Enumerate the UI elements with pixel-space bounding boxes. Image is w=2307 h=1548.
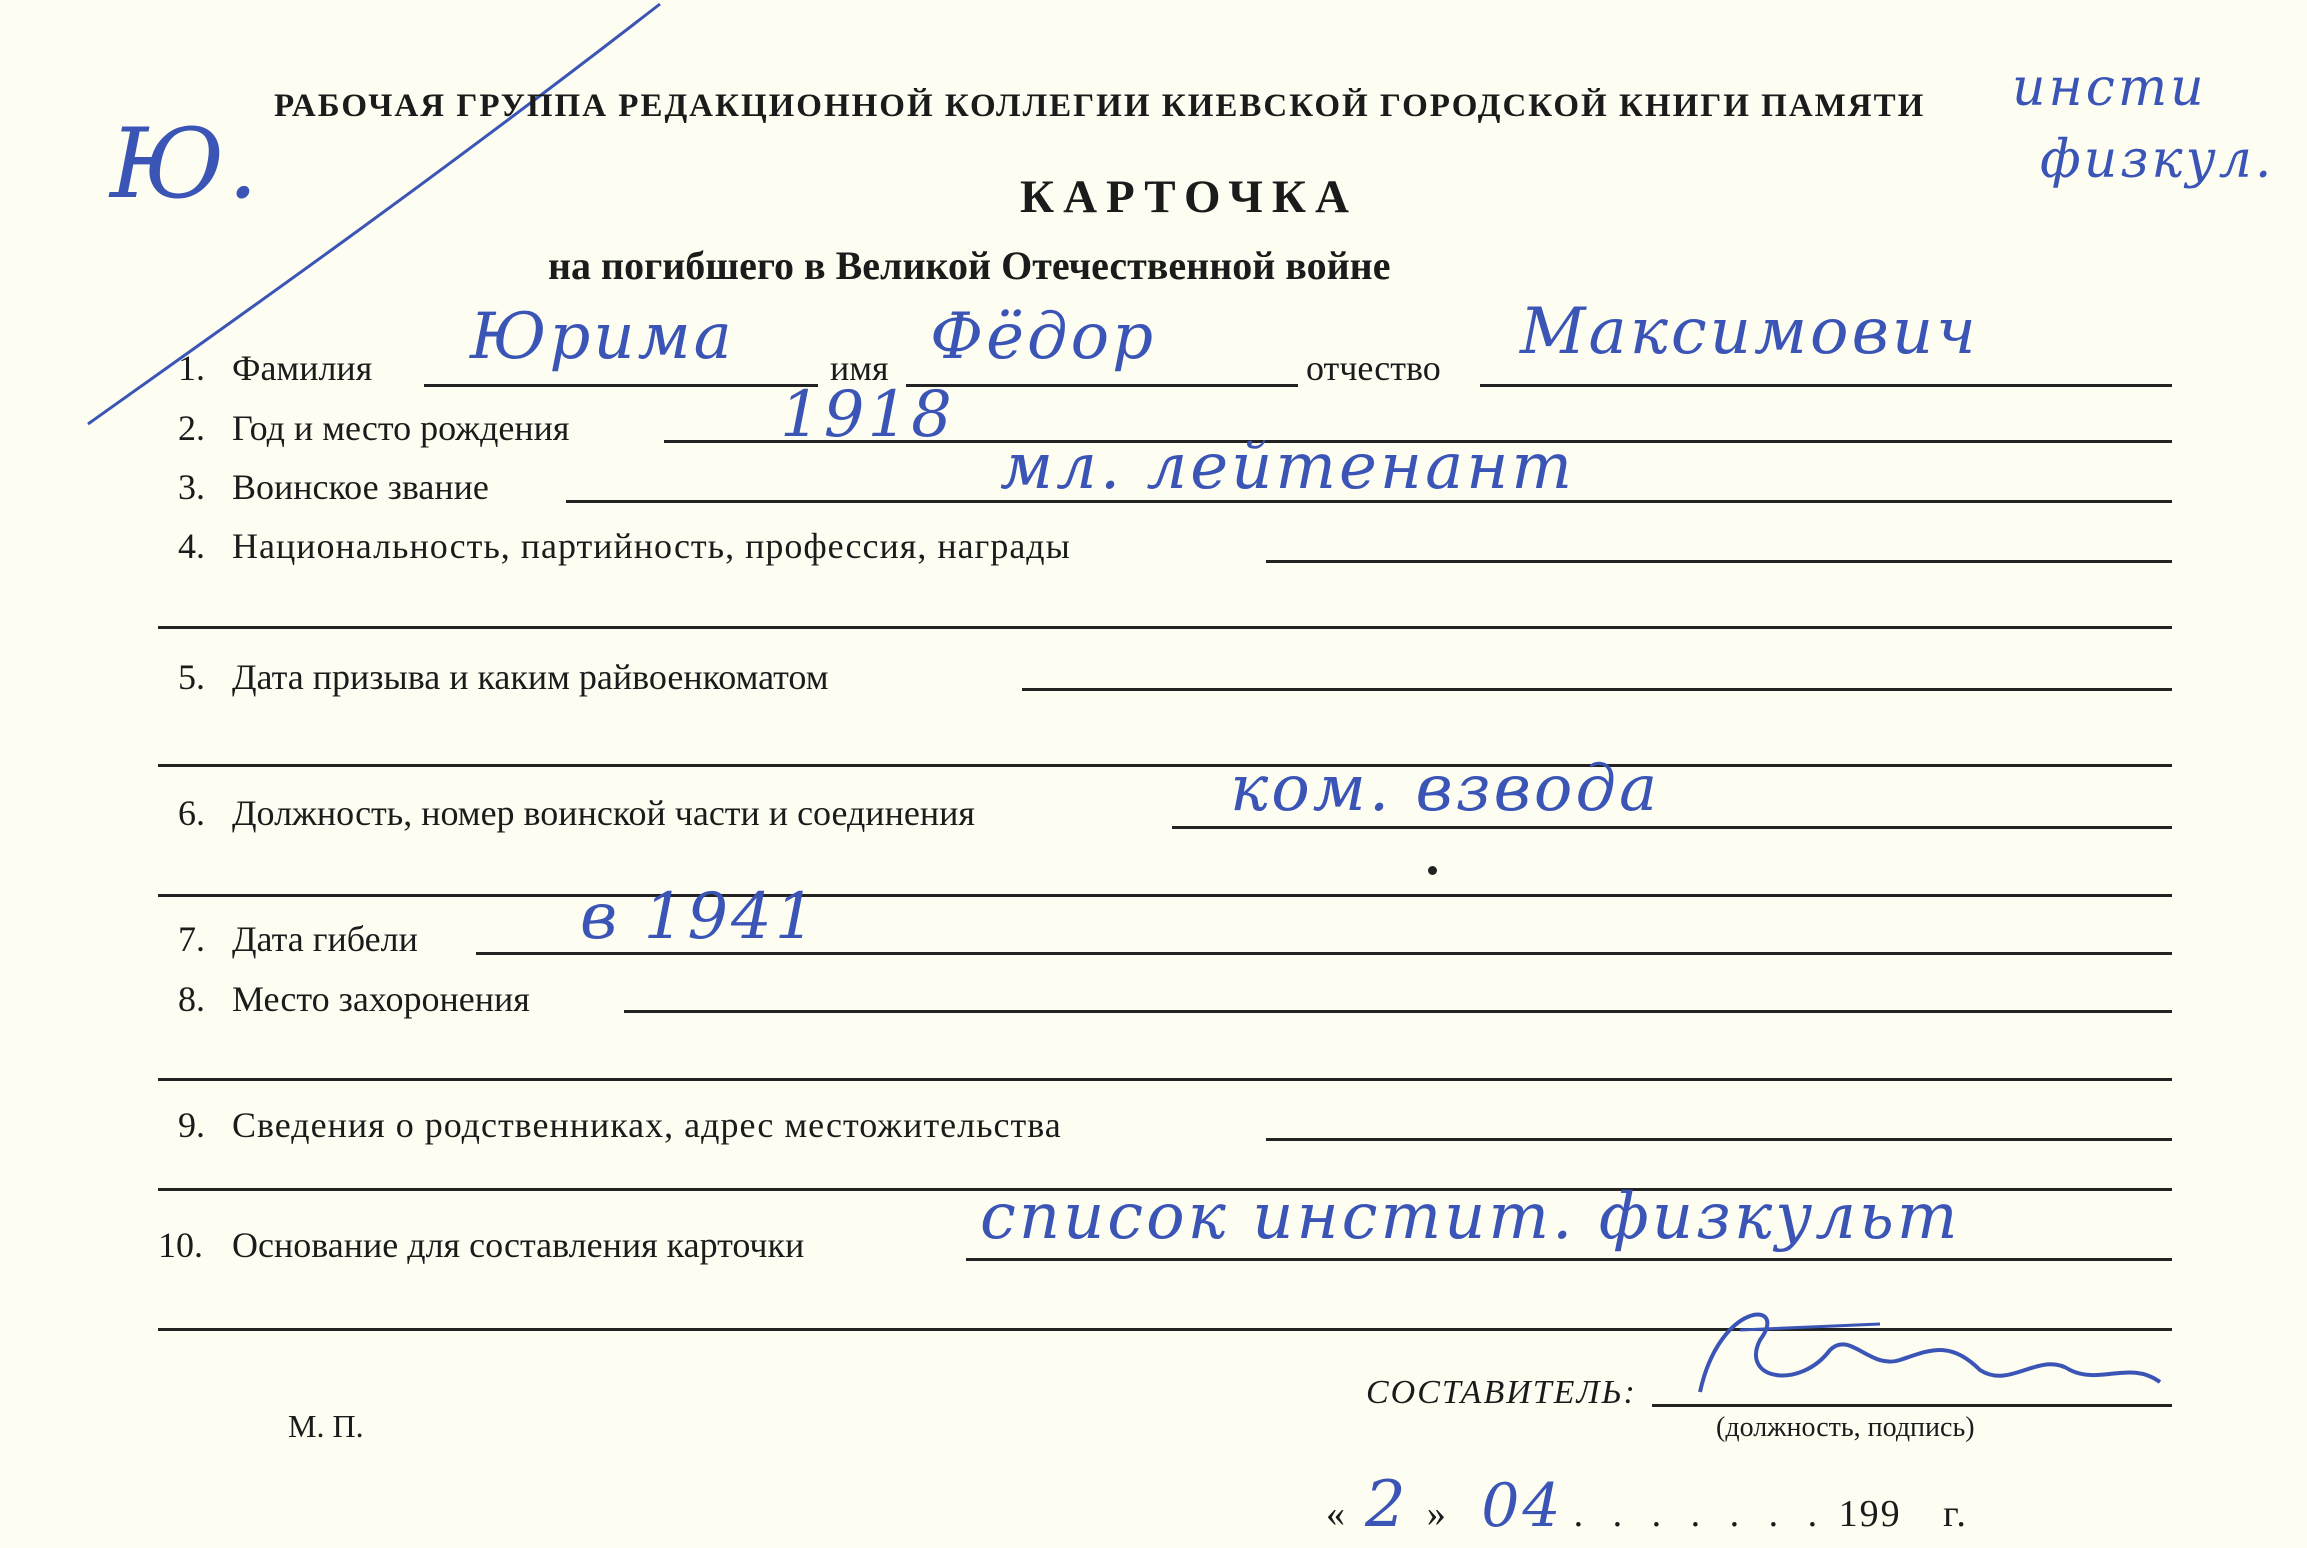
field-7-label: Дата гибели [232, 919, 418, 959]
date-month: 04 [1481, 1471, 1564, 1541]
rank-value: мл. лейтенант [1000, 430, 1576, 504]
field-2-number: 2. [178, 408, 205, 448]
birth-year-value: 1918 [780, 378, 955, 452]
patronymic-value: Максимович [1520, 295, 1979, 369]
field-6-number: 6. [178, 793, 205, 833]
corner-mark: Ю. [110, 108, 262, 220]
date-year-prefix: 199 [1838, 1493, 1902, 1535]
date-line [1326, 1468, 1968, 1542]
field-2-label: Год и место рождения [232, 408, 570, 448]
basis-value: список инстит. физкульт [980, 1180, 1961, 1254]
position-value: ком. взвода [1230, 752, 1661, 826]
date-open-quote: « [1326, 1493, 1347, 1535]
field-5-number: 5. [178, 657, 205, 697]
field-7-number: 7. [178, 919, 205, 959]
field-9-number: 9. [178, 1105, 205, 1145]
field-10-number: 10. [158, 1225, 203, 1265]
field-10-label: Основание для составления карточки [232, 1225, 805, 1265]
compiler-hint: (должность, подпись) [1716, 1412, 1975, 1443]
date-day: 2 [1365, 1468, 1409, 1542]
field-3-label: Воинское звание [232, 467, 489, 507]
field-8-label: Место захоронения [232, 979, 530, 1019]
compiler-label: СОСТАВИТЕЛЬ: [1366, 1374, 1637, 1411]
date-dots: . . . . . . . [1573, 1493, 1828, 1535]
top-right-note-2: физкул. [2040, 130, 2275, 190]
surname-value: Юрима [470, 300, 735, 374]
field-3-number: 3. [178, 467, 205, 507]
org-header: РАБОЧАЯ ГРУППА РЕДАКЦИОННОЙ КОЛЛЕГИИ КИЕВСКОЙ ГОРОДСКОЙ КНИГИ ПАМЯТИ [274, 88, 1926, 124]
field-1-number: 1. [178, 348, 205, 388]
card-title: КАРТОЧКА [1020, 171, 1358, 223]
field-6-label: Должность, номер воинской части и соединения [232, 793, 975, 833]
field-4-number: 4. [178, 526, 205, 566]
field-4-label: Национальность, партийность, профессия, награды [232, 526, 1071, 566]
date-year-suffix: г. [1943, 1493, 1968, 1535]
card-subtitle: на погибшего в Великой Отечественной войне [548, 243, 1391, 288]
patronymic-label: отчество [1306, 348, 1441, 388]
death-date-value: в 1941 [580, 880, 819, 954]
name-value: Фёдор [930, 300, 1157, 374]
date-close-quote: » [1426, 1493, 1448, 1535]
stamp-placeholder: М. П. [288, 1408, 364, 1444]
name-label: имя [830, 348, 889, 388]
field-5-label: Дата призыва и каким райвоенкоматом [232, 657, 829, 697]
field-8-number: 8. [178, 979, 205, 1019]
top-right-note-1: инсти [2012, 58, 2207, 118]
field-9-label: Сведения о родственниках, адрес местожительства [232, 1105, 1062, 1145]
field-1-label: Фамилия [232, 348, 373, 388]
